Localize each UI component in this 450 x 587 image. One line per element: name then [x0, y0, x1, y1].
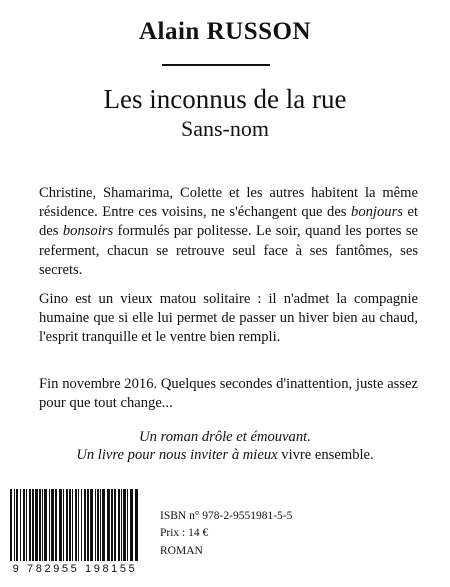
barcode-bar — [123, 489, 126, 561]
barcode-bar — [44, 489, 47, 561]
barcode-bar — [69, 489, 71, 561]
barcode-bar — [111, 489, 113, 561]
barcode-bar — [29, 489, 31, 561]
barcode-bar — [78, 489, 79, 561]
blurb-paragraph-1-run: bonjours — [351, 204, 403, 221]
book-subtitle: Sans-nom — [181, 116, 269, 141]
barcode-bar — [135, 489, 138, 561]
tagline-line-2 — [0, 446, 450, 465]
tagline-line-1-text: Un roman drôle et émouvant. — [139, 429, 311, 445]
barcode-bar — [97, 489, 99, 561]
barcode-bar — [127, 489, 128, 561]
barcode-bar — [42, 489, 43, 561]
barcode-bar — [84, 489, 86, 561]
barcode-bar — [102, 489, 105, 561]
barcode-digits: 9 782955 198155 — [12, 563, 138, 575]
barcode-bar — [107, 489, 110, 561]
barcode-bar — [16, 489, 18, 561]
isbn-number: ISBN n° 978-2-9551981-5-5 — [160, 510, 293, 522]
blurb-paragraph-1-run: et des — [39, 204, 419, 240]
barcode-bar — [49, 489, 50, 561]
barcode-bar — [39, 489, 41, 561]
blurb-paragraph-2: Gino est un vieux matou solitaire : il n'admet la compagnie humaine que si elle lui permet de passer un hiver bien au chaud, l'esprit tranquille et le ventre bien rempli. — [39, 291, 418, 346]
barcode-bar — [100, 489, 101, 561]
barcode-bar — [114, 489, 116, 561]
barcode-bar — [32, 489, 34, 561]
barcode-bar — [75, 489, 77, 561]
barcode-bar — [130, 489, 133, 561]
barcode-bar — [81, 489, 82, 561]
isbn-barcode — [4, 487, 146, 577]
barcode-bar — [26, 489, 27, 561]
blurb-paragraph-1-run: Christine, Shamarima, Colette et les autres habitent la même résidence. Entre ces voisins, ne s'échangent que des — [39, 185, 418, 221]
barcode-bar — [63, 489, 64, 561]
barcode-bar — [51, 489, 54, 561]
barcode-bar — [14, 489, 15, 561]
barcode-bar — [23, 489, 25, 561]
book-title: Les inconnus de la rue — [103, 84, 347, 114]
author-name: Alain RUSSON — [138, 18, 311, 45]
barcode-bar — [35, 489, 38, 561]
barcode-bar — [59, 489, 62, 561]
blurb-paragraph-3: Fin novembre 2016. Quelques secondes d'inattention, juste assez pour que tout change... — [39, 376, 418, 412]
barcode-bar — [66, 489, 68, 561]
price: Prix : 14 € — [160, 527, 209, 539]
barcode-bar — [10, 489, 12, 561]
tagline-line-2-italic: Un livre pour nous inviter à mieux — [76, 447, 278, 463]
blurb-paragraph-1-run: bonsoirs — [62, 223, 114, 240]
tagline-line-1 — [0, 428, 450, 447]
blurb-paragraph-1 — [39, 184, 418, 280]
barcode-bar — [95, 489, 96, 561]
title-divider — [162, 64, 270, 66]
barcode-bar — [20, 489, 21, 561]
barcode-bar — [72, 489, 73, 561]
blurb-paragraph-1-run: formulés par politesse. Le soir, quand les portes se referment, chacun se retrouve seul face à ses fantômes, ses secrets. — [39, 223, 418, 278]
barcode-bar — [121, 489, 122, 561]
barcode-bar — [87, 489, 89, 561]
barcode-bar — [55, 489, 57, 561]
tagline-line-2-regular: vivre ensemble. — [277, 447, 374, 463]
barcode-bar — [90, 489, 93, 561]
barcode-bar — [118, 489, 120, 561]
genre: ROMAN — [160, 545, 203, 557]
barcode-bars — [4, 487, 146, 563]
